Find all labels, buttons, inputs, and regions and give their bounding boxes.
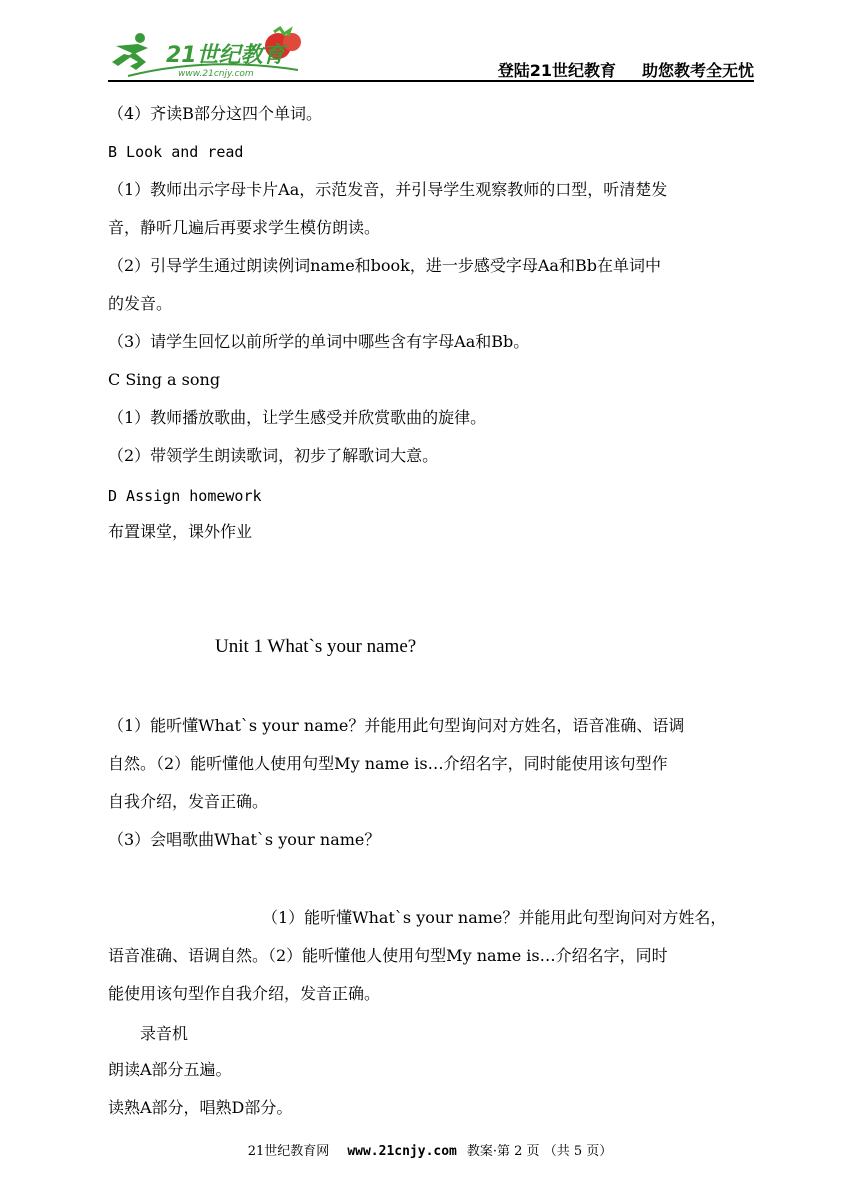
text-line: （1）能听懂What`s your name？并能用此句型询问对方姓名， xyxy=(262,908,727,927)
text-line: 音，静听几遍后再要求学生模仿朗读。 xyxy=(108,218,381,237)
section-heading-b: B Look and read xyxy=(108,143,244,161)
text-line: （2）带领学生朗读歌词，初步了解歌词大意。 xyxy=(108,446,439,465)
slogan-right: 助您教考全无忧 xyxy=(641,61,754,80)
text-line: 布置课堂，课外作业 xyxy=(108,522,253,541)
text-line: 自然。（2）能听懂他人使用句型My name is…介绍名字，同时能使用该句型作 xyxy=(108,754,668,773)
text-line: 能使用该句型作自我介绍，发音正确。 xyxy=(108,984,381,1003)
text-line: 自我介绍，发音正确。 xyxy=(108,792,269,811)
text-line: （4）齐读B部分这四个单词。 xyxy=(108,104,322,123)
text-line: （1）教师出示字母卡片Aa，示范发音，并引导学生观察教师的口型，听清楚发 xyxy=(108,180,668,199)
text-line: （2）引导学生通过朗读例词name和book，进一步感受字母Aa和Bb在单词中 xyxy=(108,256,661,275)
materials-line: 录音机 xyxy=(140,1024,189,1043)
slogan-left: 登陆21世纪教育 xyxy=(497,61,616,80)
text-line: 的发音。 xyxy=(108,294,173,313)
logo-text: 21世纪教育 xyxy=(166,43,285,68)
text-line: （3）请学生回忆以前所学的单词中哪些含有字母Aa和Bb。 xyxy=(108,332,530,351)
header-rule xyxy=(108,80,754,82)
footer-page-info: 教案·第 2 页 （共 5 页） xyxy=(466,1144,613,1159)
text-line: （1）教师播放歌曲，让学生感受并欣赏歌曲的旋律。 xyxy=(108,408,487,427)
text-line: （1）能听懂What`s your name？并能用此句型询问对方姓名，语音准确、语调 xyxy=(108,716,685,735)
footer-url[interactable]: www.21cnjy.com xyxy=(347,1144,457,1159)
text-line: 语音准确、语调自然。（2）能听懂他人使用句型My name is…介绍名字，同时 xyxy=(108,946,668,965)
text-line: 读熟A部分，唱熟D部分。 xyxy=(108,1098,293,1117)
page-footer xyxy=(0,1140,860,1159)
section-heading-d: D Assign homework xyxy=(108,487,262,505)
text-line: 朗读A部分五遍。 xyxy=(108,1060,232,1079)
header-slogan xyxy=(498,58,754,81)
page-header xyxy=(108,26,754,82)
logo-graphic xyxy=(108,26,318,80)
unit-title: Unit 1 What`s your name? xyxy=(215,636,417,657)
text-line: （3）会唱歌曲What`s your name？ xyxy=(108,830,381,849)
logo-url: www.21cnjy.com xyxy=(178,69,254,79)
footer-site: 21世纪教育网 xyxy=(247,1144,330,1159)
section-heading-c: C Sing a song xyxy=(108,370,221,389)
site-logo xyxy=(108,26,318,80)
